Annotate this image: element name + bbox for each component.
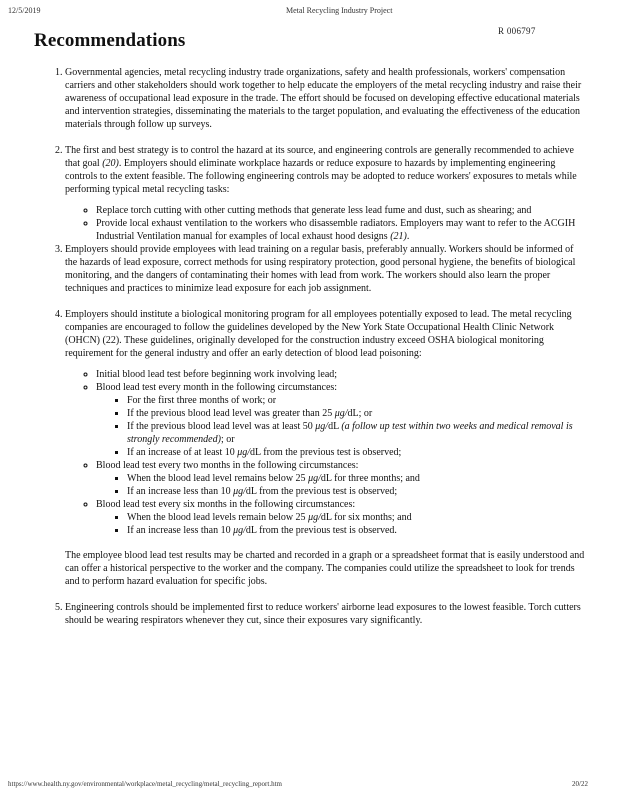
semiannual-test-conditions — [96, 511, 587, 537]
list-item: ▪ If an increase less than 10 μg/dL from the previous test is observed; — [127, 485, 587, 498]
list-item: ▪ When the blood lead levels remain below 25 μg/dL for six months; and — [127, 511, 587, 524]
unit-ug: μg/ — [315, 421, 329, 432]
recommendations-body — [0, 66, 618, 640]
unit-ug: μg/ — [308, 473, 321, 484]
list-item: ◦ Replace torch cutting with other cutting methods that generate less lead fume and dust, such as shearing; and — [96, 204, 587, 217]
unit-ug: μg/ — [308, 512, 321, 523]
recommendation-1: 1. Governmental agencies, metal recycling industry trade organizations, safety and health professionals, workers' compensation carriers and other stakeholders should work together to help educate the employers of the metal recycling industry and raise their awareness of occupational lead exposure in the trade. The effort should be focused on developing effective educational materials and intervention strategies, disseminating the materials to the target population, and evaluating the effectiveness of the education materials through follow up surveys. — [65, 66, 587, 131]
engineering-controls-list — [65, 204, 587, 243]
recommendations-list — [0, 66, 587, 627]
list-item: ▪ If the previous blood lead level was at least 50 μg/dL (a follow up test within two weeks and medical removal is strongly recommended); or — [127, 420, 587, 446]
reference-20: (20) — [102, 158, 119, 169]
bimonthly-test-conditions — [96, 472, 587, 498]
list-item: ◦ Blood lead test every month in the following circumstances: ▪ For the first three months of work; or ▪ If the previous blood lead level was greater than 25 μg/dL; or ▪ If the previous blood lead level was at least 50 μg/dL (a follow up test within two weeks and medical removal is strongly recommended); or ▪ If an increase of at least 10 μg/dL from the previous test is observed; — [96, 381, 587, 459]
unit-ug: μg/ — [334, 408, 348, 419]
recommendation-2 — [65, 144, 587, 243]
footer-url: https://www.health.ny.gov/environmental/workplace/metal_recycling/metal_recycling_report.htm — [8, 780, 282, 788]
page-title: Recommendations — [34, 30, 186, 51]
list-item: ◦ Provide local exhaust ventilation to the workers who disassemble radiators. Employers may want to refer to the ACGIH Industrial Ventilation manual for examples of local exhaust hood designs (21). — [96, 217, 587, 243]
unit-ug: μg/ — [233, 525, 246, 536]
reference-21: (21) — [390, 231, 407, 242]
list-item: ◦ Initial blood lead test before beginning work involving lead; — [96, 368, 587, 381]
list-item: ◦ Blood lead test every six months in the following circumstances: ▪ When the blood lead levels remain below 25 μg/dL for six months; and ▪ If an increase less than 10 μg/dL from the previous test is observed. — [96, 498, 587, 537]
recommendation-4 — [65, 308, 587, 588]
header-title: Metal Recycling Industry Project — [286, 6, 393, 15]
list-item: ◦ Blood lead test every two months in the following circumstances: ▪ When the blood lead level remains below 25 μg/dL for three months; and ▪ If an increase less than 10 μg/dL from the previous test is observed; — [96, 459, 587, 498]
header-date: 12/5/2019 — [8, 6, 41, 15]
list-item: ▪ If an increase of at least 10 μg/dL from the previous test is observed; — [127, 446, 587, 459]
recommendation-3: 3. Employers should provide employees with lead training on a regular basis, preferably annually. Workers should be informed of the hazards of lead exposure, correct methods for using respiratory protection, good personal hygiene, the benefits of biological monitoring, and the dangers of contaminating their homes with lead from work. The workers should also learn the proper techniques and practices to minimize lead exposure for each job assignment. — [65, 243, 587, 295]
list-item: ▪ When the blood lead level remains below 25 μg/dL for three months; and — [127, 472, 587, 485]
monthly-test-conditions — [96, 394, 587, 459]
rec4-note: The employee blood lead test results may be charted and recorded in a graph or a spreadsheet format that is easily understood and can offer a historical perspective to the worker and the company. The companies could utilize the spreadsheet to look for trends and to perform hazard evaluation for specific jobs. — [65, 550, 585, 587]
bates-number: R 006797 — [498, 26, 536, 36]
list-item: ▪ If the previous blood lead level was greater than 25 μg/dL; or — [127, 407, 587, 420]
rec2-text: The first and best strategy is to control the hazard at its source, and engineering controls are generally recommended to achieve that goal (20). Employers should eliminate workplace hazards or reduce exposure to hazards by implementing engineering controls to the extent feasible. The following engineering controls may be adopted to reduce workers' exposures to metals while performing typical metal recycling tasks: — [65, 145, 577, 195]
recommendation-5: 5. Engineering controls should be implemented first to reduce workers' airborne lead exposures to the lowest feasible. Torch cutters should be wearing respirators whenever they cut, since their exposures vary significantly. — [65, 601, 587, 627]
rec4-intro: Employers should institute a biological monitoring program for all employees potentially exposed to lead. The metal recycling companies are encouraged to follow the guidelines developed by the New York State Occupational Health Clinic Network (OHCN) (22). These guidelines, originally developed for the construction industry exceed OSHA biological monitoring requirement for the general industry and offer an early detection of blood lead poisoning: — [65, 309, 572, 359]
biological-monitoring-list — [65, 368, 587, 537]
list-item: ▪ If an increase less than 10 μg/dL from the previous test is observed. — [127, 524, 587, 537]
unit-ug: μg/ — [233, 486, 246, 497]
footer-page-number: 20/22 — [572, 780, 588, 788]
unit-ug: μg/ — [237, 447, 251, 458]
list-item: ▪ For the first three months of work; or — [127, 394, 587, 407]
